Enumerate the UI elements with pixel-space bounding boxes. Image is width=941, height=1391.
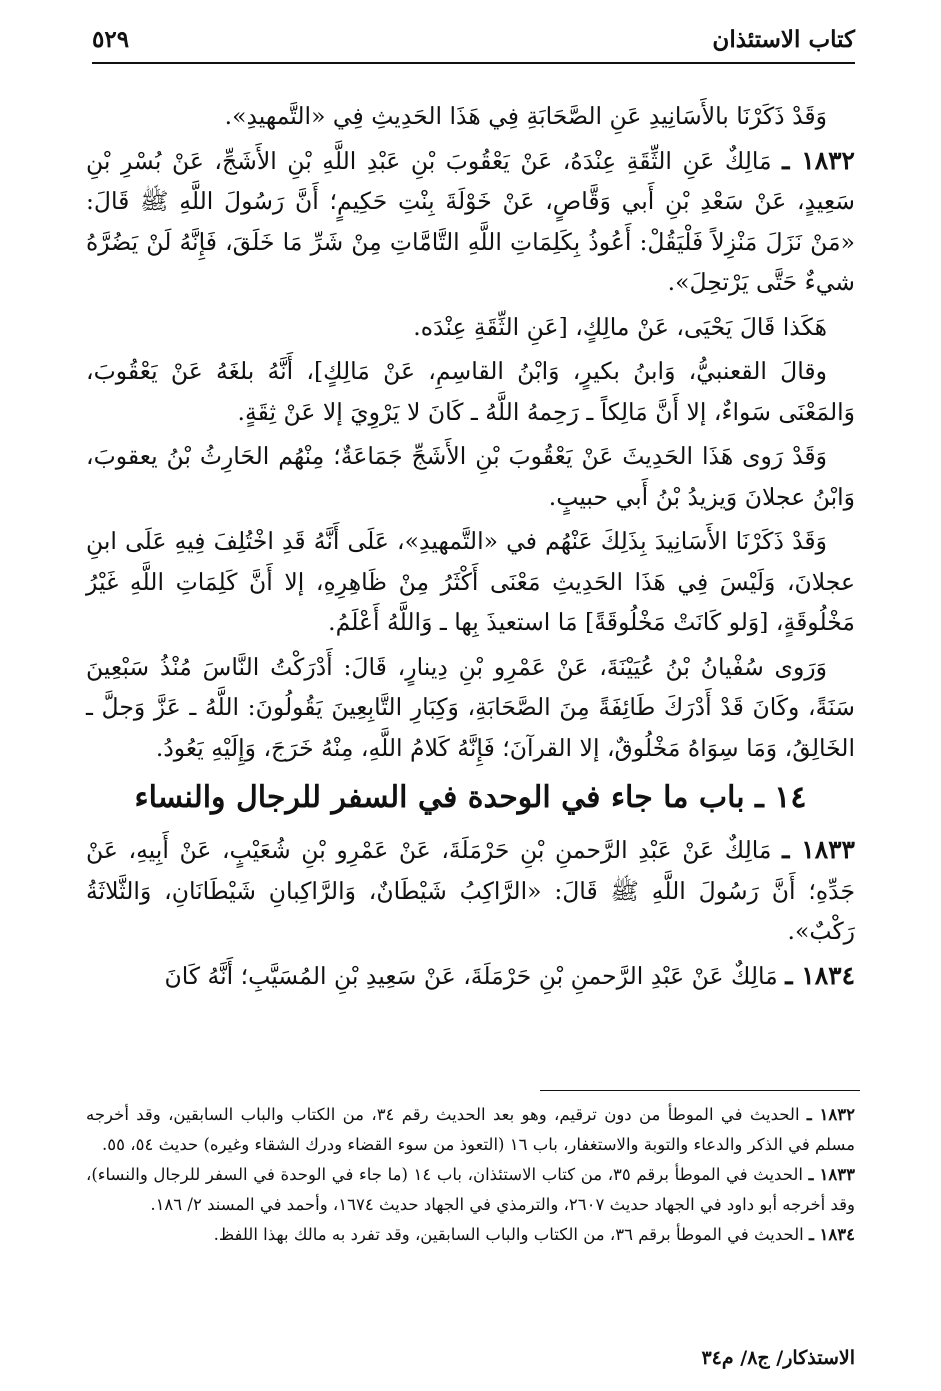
paragraph: وَرَوى سُفْيانُ بْنُ عُيَيْنَةَ، عَنْ عَمْرِو بْنِ دِينارٍ، قَالَ: أَدْرَكْتُ النَّاسَ مُنْذُ سَبْعِينَ سَنَةً، وكَانَ قَدْ أَدْرَكَ طَائِفَةً مِنَ الصَّحَابَةِ، وَكِبَارِ التَّابِعِينَ يَقُولُونَ: اللَّهُ ـ عَزَّ وَجلَّ ـ الخَالِقُ، وَمَا سِوَاهُ مَخْلُوقٌ، إلا القرآنَ؛ فَإِنَّهُ كَلامُ اللَّهِ، مِنْهُ خَرَجَ، وَإِلَيْهِ يَعُودُ. <box>86 652 855 762</box>
paragraph: هَكَذا قَالَ يَحْيَى، عَنْ مالِكٍ، [عَنِ الثِّقَةِ عِنْدَه. <box>413 312 827 341</box>
footnote-number: ١٨٣٢ ـ <box>806 1105 855 1124</box>
header-rule <box>92 62 855 64</box>
hadith-number: ١٨٣٤ ـ <box>785 960 855 990</box>
footnote-number: ١٨٣٤ ـ <box>808 1225 855 1244</box>
footnote-text: الحديث في الموطأ برقم ٣٥، من كتاب الاستئذان، باب ١٤ (ما جاء في الوحدة في السفر للرجال والنساء)، وقد أخرجه أبو داود في الجهاد حديث ٢٦٠٧، والترمذي في الجهاد حديث ١٦٧٤، وأحمد في المسند ٢/ ١٨٦. <box>86 1165 855 1214</box>
footnote-separator <box>540 1090 860 1091</box>
hadith-1832 <box>86 141 855 303</box>
paragraph: وقالَ القعنبيُّ، وَابنُ بكيرٍ، وَابْنُ القاسِمِ، عَنْ مَالِكٍ]، أَنَّهُ بلغَهُ عَنْ يَعْقُوبَ، وَالمَعْنَى سَواءٌ، إلا أَنَّ مَالِكاً ـ رَحِمهُ اللَّهُ ـ كَانَ لا يَرْوِيَ إلا عَنْ ثِقَةٍ. <box>86 357 855 426</box>
book-title: كتاب الاستئذان <box>712 26 855 53</box>
hadith-1834 <box>86 956 855 997</box>
paragraph: وَقَدْ ذَكَرْنَا الأَسَانِيدَ بِذَلِكَ عَنْهُم في «التَّمهيدِ»، عَلَى أَنَّهُ قَدِ اخْتُلِفَ فِيهِ عَلَى ابنِ عجلانَ، وَلَيْسَ فِي هَذَا الحَدِيثِ مَعْنَى أَكْثَرُ مِنْ ظَاهِرِهِ، إلا أَنَّ كَلِمَاتِ اللَّهِ غَيْرُ مَخْلُوقَةٍ، [وَلو كَانَتْ مَخْلُوقَةً] مَا استعيذَ بِها ـ وَاللَّهُ أَعْلَمُ. <box>86 527 855 636</box>
signature-mark: الاستذكار/ ج٨/ م٣٤ <box>701 1347 855 1369</box>
hadith-text: مَالِكٌ عَنْ عَبْدِ الرَّحمنِ بْنِ حَرْمَلَةَ، عَنْ سَعِيدِ بْنِ المُسَيَّبِ؛ أَنَّهُ كَانَ <box>164 961 778 990</box>
hadith-number: ١٨٣٣ ـ <box>782 835 855 864</box>
footnote-text: الحديث في الموطأ من دون ترقيم، وهو بعد الحديث رقم ٣٤، من الكتاب والباب السابقين، وقد أخرجه مسلم في الذكر والدعاء والتوبة والاستغفار، باب ١٦ (التعوذ من سوء القضاء ودرك الشقاء وغيره) حديث ٥٤، ٥٥. <box>86 1105 855 1154</box>
paragraph: وَقَدْ رَوى هَذَا الحَدِيثَ عَنْ يَعْقُوبَ بْنِ الأَشَجِّ جَمَاعَةٌ؛ مِنْهُم الحَارِثُ بْنُ يعقوبَ، وَابْنُ عجلانَ وَيزيدُ بْنُ أَبي حبيبٍ. <box>86 442 855 511</box>
footnote-1833 <box>86 1160 855 1220</box>
footnote-number: ١٨٣٣ ـ <box>808 1165 855 1184</box>
main-text <box>86 96 855 1000</box>
chapter-heading: ١٤ ـ باب ما جاء في الوحدة في السفر للرجال والنساء <box>134 780 807 815</box>
running-header <box>92 20 855 64</box>
footnotes <box>86 1100 855 1250</box>
footnote-1832 <box>86 1100 855 1160</box>
paragraph: وَقَدْ ذَكَرْنَا بالأَسَانِيدِ عَنِ الصَّحَابَةِ فِي هَذَا الحَدِيثِ فِي «التَّمهيدِ». <box>224 102 827 130</box>
footnote-1834 <box>86 1220 855 1250</box>
footnote-text: الحديث في الموطأ برقم ٣٦، من الكتاب والباب السابقين، وقد تفرد به مالك بهذا اللفظ. <box>213 1225 804 1244</box>
hadith-number: ١٨٣٢ ـ <box>782 145 855 175</box>
hadith-text: مَالِكٌ عَنِ الثِّقَةِ عِنْدَهُ، عَنْ يَعْقُوبَ بْنِ عَبْدِ اللَّهِ بْنِ الأَشَجِّ، عَنْ بُسْرِ بْنِ سَعِيدٍ، عَنْ سَعْدِ بْنِ أَبي وَقَّاصٍ، عَنْ خَوْلَةَ بِنْتِ حَكِيمٍ؛ أَنَّ رَسُولَ اللَّهِ ﷺ قَالَ: «مَنْ نَزَلَ مَنْزِلاً فَلْيَقُلْ: أَعُوذُ بِكَلِمَاتِ اللَّهِ التَّامَّاتِ مِنْ شَرِّ مَا خَلَقَ، فَإِنَّهُ لَنْ يَضُرَّهُ شيءٌ حَتَّى يَرْتحِلَ». <box>86 146 855 296</box>
page-number: ٥٢٩ <box>92 26 130 53</box>
hadith-1833 <box>86 830 855 952</box>
hadith-text: مَالِكٌ عَنْ عَبْدِ الرَّحمنِ بْنِ حَرْمَلَةَ، عَنْ عَمْرِو بْنِ شُعَيْبٍ، عَنْ أَبِيهِ، عَنْ جَدِّهِ؛ أَنَّ رَسُولَ اللَّهِ ﷺ قَالَ: «الرَّاكِبُ شَيْطَانٌ، وَالرَّاكِبانِ شَيْطَانَانِ، وَالثَّلاثَةُ رَكْبٌ». <box>86 836 855 945</box>
